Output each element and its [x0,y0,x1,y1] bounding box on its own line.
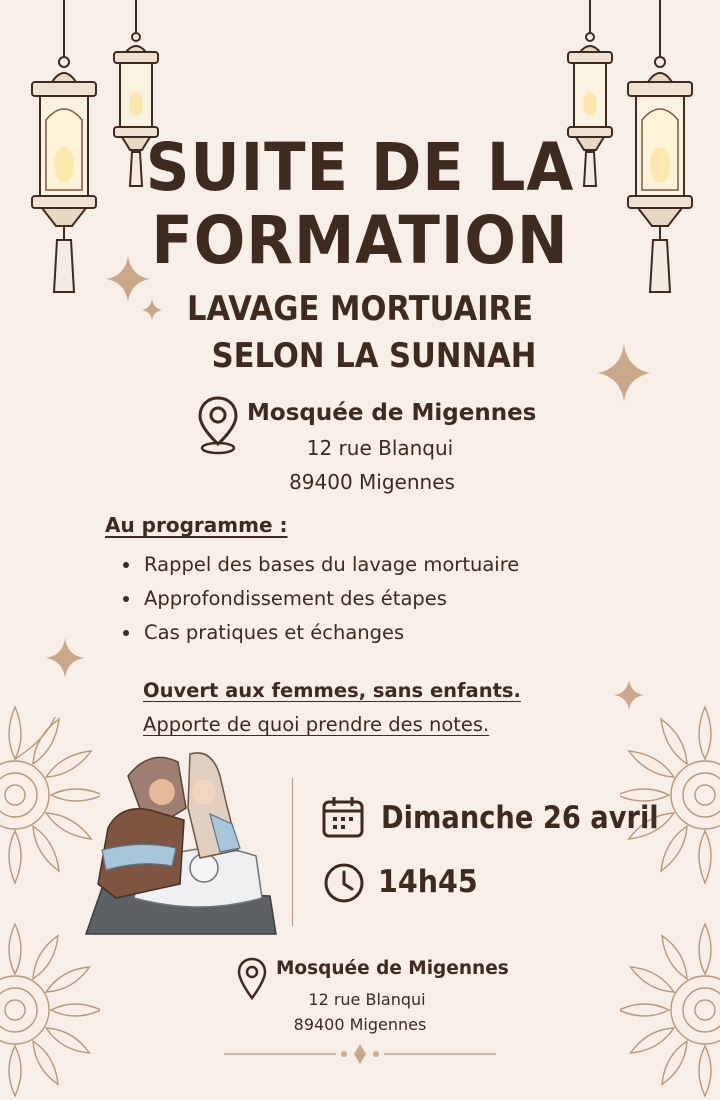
mandala-right-icon [620,700,720,890]
title-line-2: FORMATION [151,202,569,279]
footer-location-city: 89400 Migennes [293,1015,427,1034]
subtitle-line-2: SELON LA SUNNAH [211,336,537,376]
bring-note: Apporte de quoi prendre des notes. [143,713,490,736]
location-name: Mosquée de Migennes [247,400,537,426]
program-item: • Rappel des bases du lavage mortuaire [142,548,519,582]
audience-note: Ouvert aux femmes, sans enfants. [143,679,521,702]
ornament-divider-icon [220,1042,500,1066]
washing-illustration [80,748,280,940]
program-item: • Cas pratiques et échanges [142,616,519,650]
program-item: • Approfondissement des étapes [142,582,519,616]
footer-location-name: Mosquée de Migennes [276,958,509,979]
program-list [122,548,519,650]
mandala-left-bottom-icon [0,920,100,1100]
sparkle-icon [46,638,84,678]
title-line-1: SUITE DE LA [145,129,575,206]
program-title: Au programme : [105,513,288,537]
footer-location-street: 12 rue Blanqui [308,990,426,1009]
mandala-right-bottom-icon [620,920,720,1100]
clock-icon [322,861,366,905]
calendar-icon [321,795,365,839]
location-city: 89400 Migennes [289,470,455,494]
event-time: 14h45 [378,864,478,900]
event-date: Dimanche 26 avril [381,800,659,836]
vertical-divider [292,778,293,926]
subtitle-line-1: LAVAGE MORTUAIRE [186,289,534,329]
location-street: 12 rue Blanqui [306,436,454,460]
